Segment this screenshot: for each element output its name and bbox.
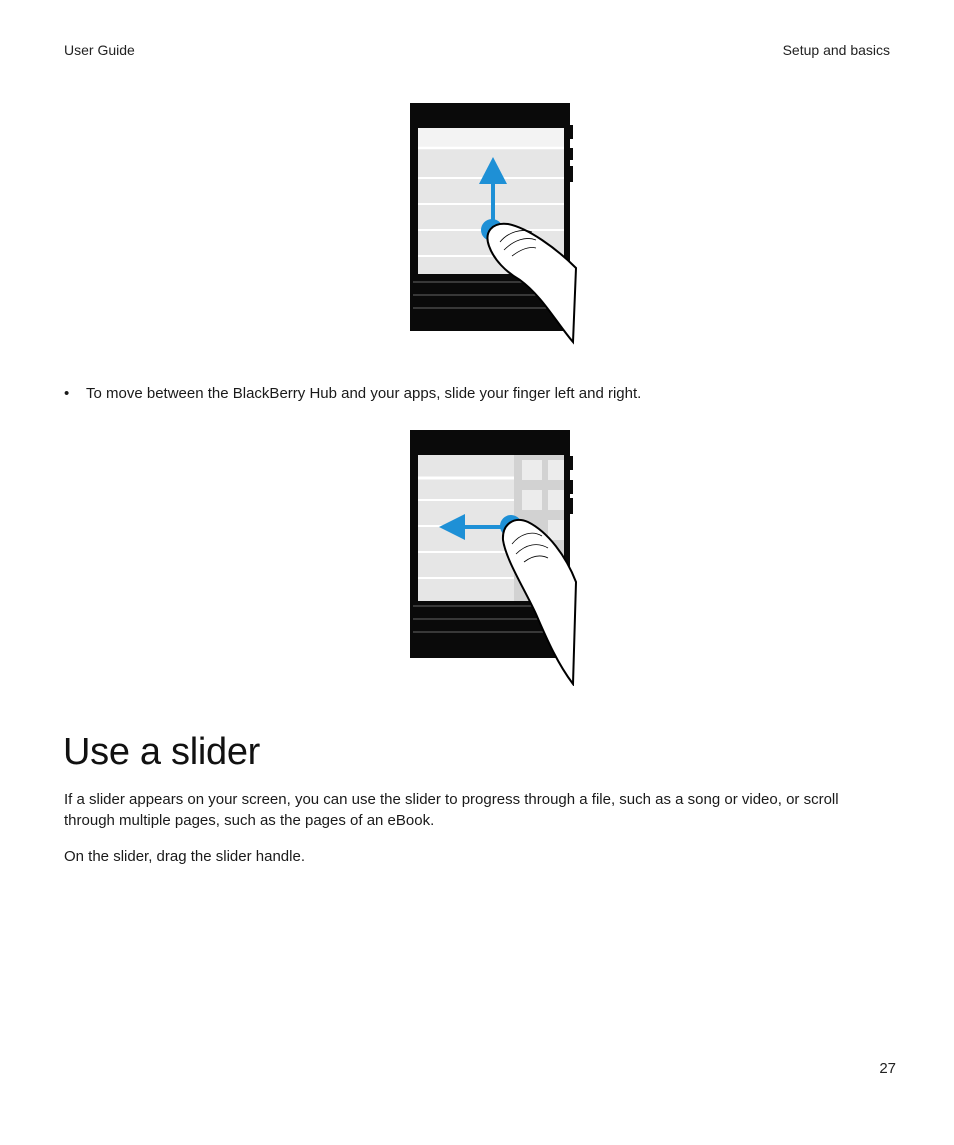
instruction-paragraph: On the slider, drag the slider handle. (64, 848, 305, 865)
bullet-marker: • (64, 385, 70, 402)
bullet-item (64, 385, 641, 402)
swipe-up-gesture-illustration (408, 100, 578, 345)
running-header-right: Setup and basics (782, 42, 890, 58)
page-number: 27 (879, 1060, 896, 1077)
running-header-left: User Guide (64, 42, 135, 58)
section-paragraph: If a slider appears on your screen, you can use the slider to progress through a file, such as a song or video, or scroll through multiple pages, such as the pages of an eBook. (64, 791, 839, 829)
section-title: Use a slider (63, 731, 261, 773)
bullet-text: To move between the BlackBerry Hub and your apps, slide your finger left and right. (86, 385, 642, 402)
swipe-left-gesture-illustration (408, 428, 578, 686)
